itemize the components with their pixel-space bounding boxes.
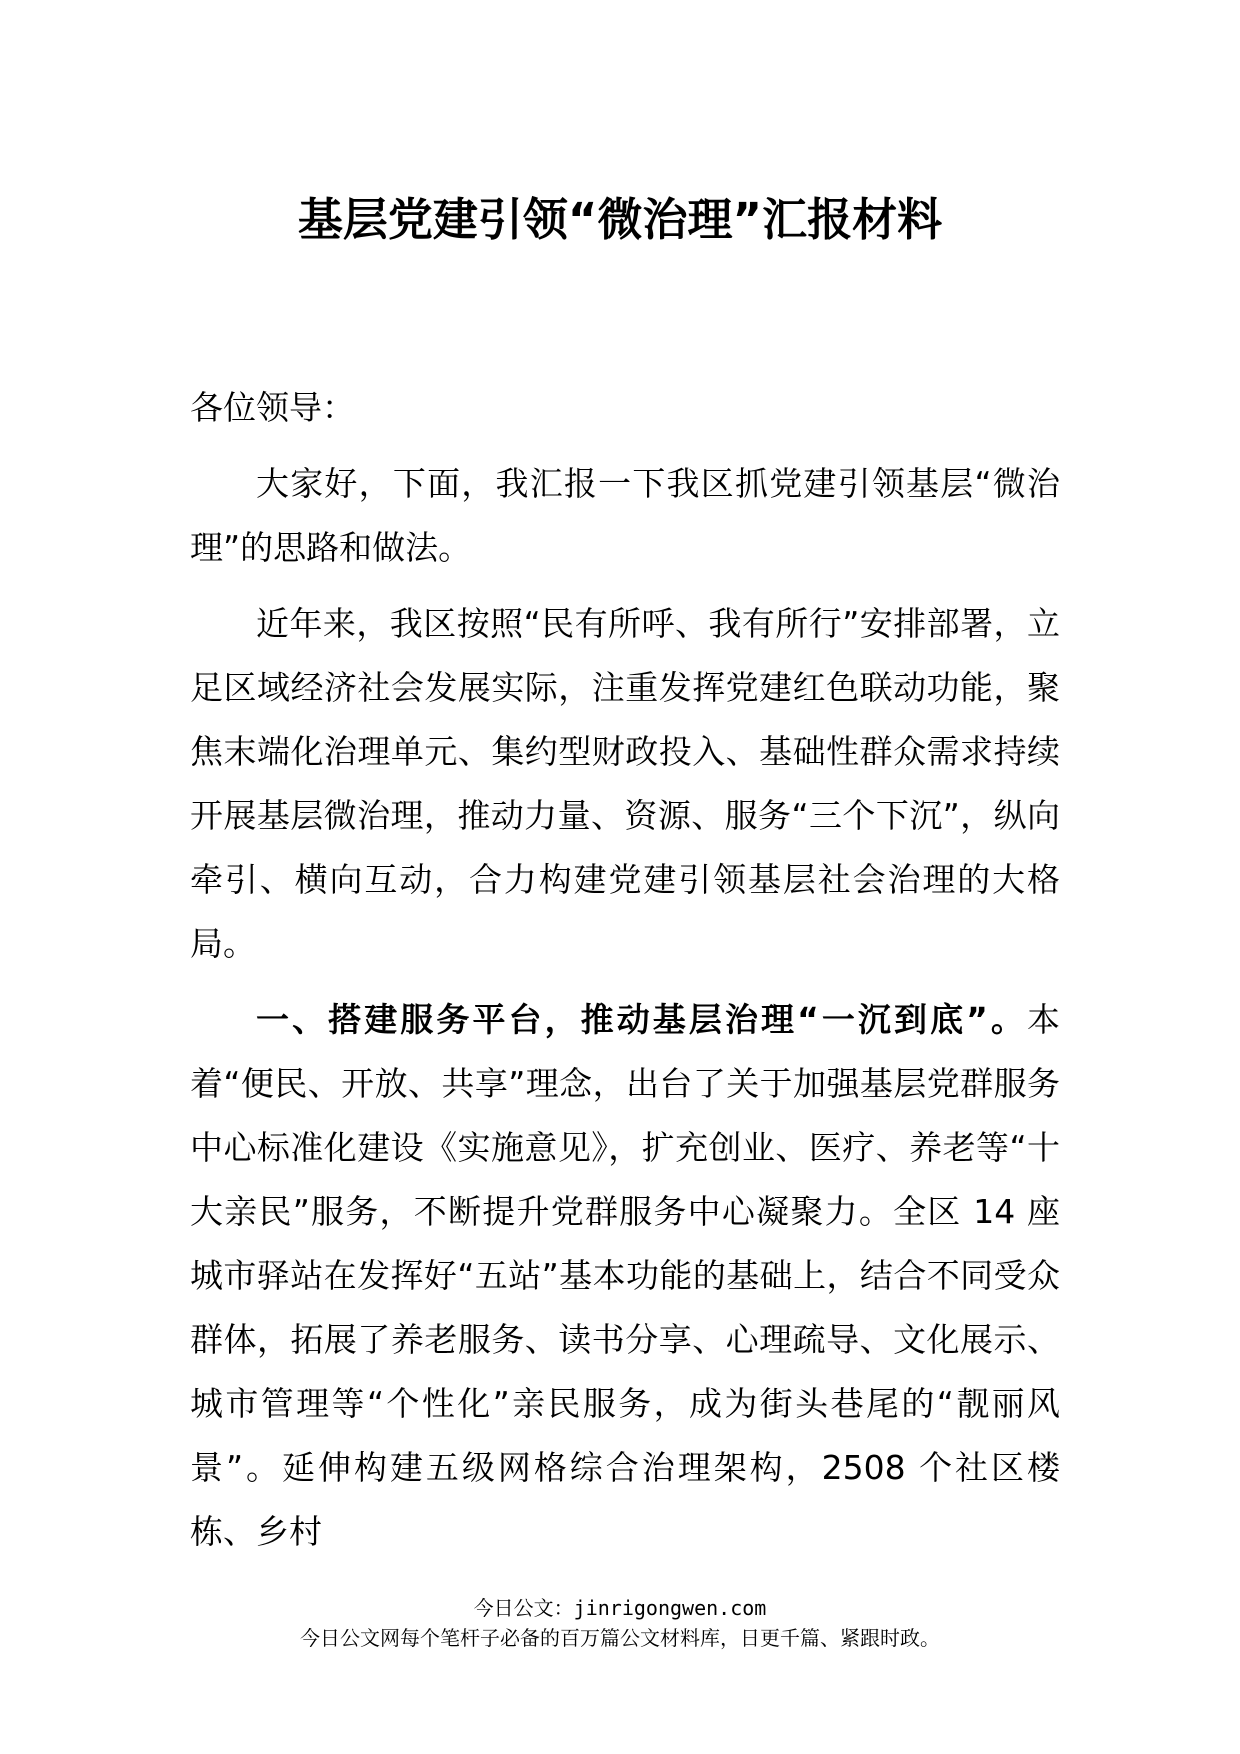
paragraph-overview: 近年来，我区按照“民有所呼、我有所行”安排部署，立足区域经济社会发展实际，注重发挥党建红色联动功能，聚焦末端化治理单元、集约型财政投入、基础性群众需求持续开展基层微治理，推动力量、资源、服务“三个下沉”，纵向牵引、横向互动，合力构建党建引领基层社会治理的大格局。 [190, 604, 1060, 963]
footer-label: 今日公文： [473, 1596, 574, 1620]
paragraph-greeting: 大家好，下面，我汇报一下我区抓党建引领基层“微治理”的思路和做法。 [190, 464, 1060, 567]
document-title: 基层党建引领“微治理”汇报材料 [297, 193, 943, 246]
salutation: 各位领导： [190, 388, 355, 427]
document-body [190, 376, 1060, 1576]
footer-url-link[interactable]: jinrigongwen.com [573, 1596, 767, 1620]
section-1-body: 本着“便民、开放、共享”理念，出台了关于加强基层党群服务中心标准化建设《实施意见》，扩充创业、医疗、养老等“十大亲民”服务，不断提升党群服务中心凝聚力。全区 14 座城市驿站在发挥好“五站”基本功能的基础上，结合不同受众群体，拓展了养老服务、读书分享、心理疏导、文化展示、城市管理等“个性化”亲民服务，成为街头巷尾的“靓丽风景”。延伸构建五级网格综合治理架构，2508 个社区楼栋、乡村 [190, 1000, 1060, 1551]
footer-slogan: 今日公文网每个笔杆子必备的百万篇公文材料库，日更千篇、紧跟时政。 [300, 1626, 940, 1650]
section-1-heading: 一、搭建服务平台，推动基层治理“一沉到底”。 [256, 1000, 1027, 1039]
paragraph-section-1 [190, 988, 1060, 1564]
footer-source [0, 1594, 1240, 1622]
